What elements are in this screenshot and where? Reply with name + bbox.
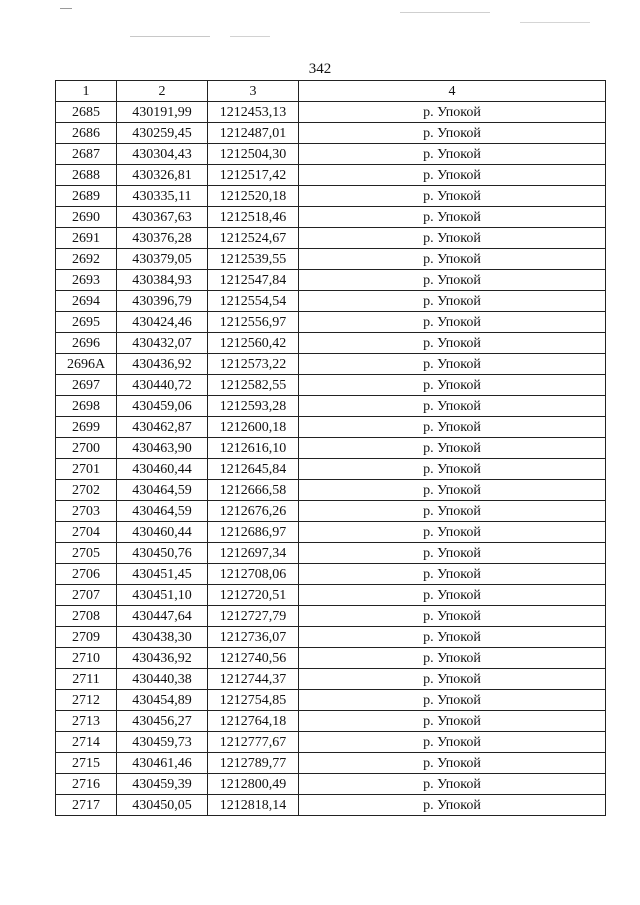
table-row xyxy=(56,543,606,564)
description-cell: р. Упокой xyxy=(299,522,606,543)
y-coordinate-cell: 1212727,79 xyxy=(208,606,299,627)
table-row xyxy=(56,564,606,585)
header-cell-4: 4 xyxy=(299,81,606,102)
table-row xyxy=(56,333,606,354)
point-number-cell: 2702 xyxy=(56,480,117,501)
page-number: 342 xyxy=(308,61,332,77)
point-number-cell: 2712 xyxy=(56,690,117,711)
point-number-cell: 2713 xyxy=(56,711,117,732)
y-coordinate-cell: 1212453,13 xyxy=(208,102,299,123)
point-number-cell: 2695 xyxy=(56,312,117,333)
description-cell: р. Упокой xyxy=(299,627,606,648)
description-cell: р. Упокой xyxy=(299,690,606,711)
y-coordinate-cell: 1212740,56 xyxy=(208,648,299,669)
scan-artifact xyxy=(130,36,210,37)
y-coordinate-cell: 1212539,55 xyxy=(208,249,299,270)
point-number-cell: 2696 xyxy=(56,333,117,354)
y-coordinate-cell: 1212686,97 xyxy=(208,522,299,543)
y-coordinate-cell: 1212720,51 xyxy=(208,585,299,606)
point-number-cell: 2709 xyxy=(56,627,117,648)
description-cell: р. Упокой xyxy=(299,795,606,816)
point-number-cell: 2694 xyxy=(56,291,117,312)
y-coordinate-cell: 1212789,77 xyxy=(208,753,299,774)
point-number-cell: 2699 xyxy=(56,417,117,438)
y-coordinate-cell: 1212504,30 xyxy=(208,144,299,165)
x-coordinate-cell: 430367,63 xyxy=(117,207,208,228)
description-cell: р. Упокой xyxy=(299,585,606,606)
x-coordinate-cell: 430304,43 xyxy=(117,144,208,165)
y-coordinate-cell: 1212556,97 xyxy=(208,312,299,333)
description-cell: р. Упокой xyxy=(299,123,606,144)
y-coordinate-cell: 1212518,46 xyxy=(208,207,299,228)
table-row xyxy=(56,144,606,165)
point-number-cell: 2700 xyxy=(56,438,117,459)
point-number-cell: 2697 xyxy=(56,375,117,396)
description-cell: р. Упокой xyxy=(299,291,606,312)
y-coordinate-cell: 1212645,84 xyxy=(208,459,299,480)
point-number-cell: 2692 xyxy=(56,249,117,270)
description-cell: р. Упокой xyxy=(299,249,606,270)
description-cell: р. Упокой xyxy=(299,228,606,249)
point-number-cell: 2705 xyxy=(56,543,117,564)
x-coordinate-cell: 430460,44 xyxy=(117,459,208,480)
scan-artifact xyxy=(230,36,270,37)
description-cell: р. Упокой xyxy=(299,732,606,753)
x-coordinate-cell: 430438,30 xyxy=(117,627,208,648)
description-cell: р. Упокой xyxy=(299,564,606,585)
description-cell: р. Упокой xyxy=(299,606,606,627)
x-coordinate-cell: 430450,76 xyxy=(117,543,208,564)
point-number-cell: 2687 xyxy=(56,144,117,165)
y-coordinate-cell: 1212676,26 xyxy=(208,501,299,522)
point-number-cell: 2715 xyxy=(56,753,117,774)
point-number-cell: 2704 xyxy=(56,522,117,543)
table-row xyxy=(56,711,606,732)
x-coordinate-cell: 430384,93 xyxy=(117,270,208,291)
x-coordinate-cell: 430436,92 xyxy=(117,354,208,375)
x-coordinate-cell: 430451,10 xyxy=(117,585,208,606)
description-cell: р. Упокой xyxy=(299,459,606,480)
description-cell: р. Упокой xyxy=(299,438,606,459)
y-coordinate-cell: 1212708,06 xyxy=(208,564,299,585)
x-coordinate-cell: 430459,73 xyxy=(117,732,208,753)
y-coordinate-cell: 1212517,42 xyxy=(208,165,299,186)
table-row xyxy=(56,669,606,690)
table-row xyxy=(56,165,606,186)
description-cell: р. Упокой xyxy=(299,501,606,522)
point-number-cell: 2706 xyxy=(56,564,117,585)
table-row xyxy=(56,186,606,207)
x-coordinate-cell: 430440,72 xyxy=(117,375,208,396)
x-coordinate-cell: 430460,44 xyxy=(117,522,208,543)
x-coordinate-cell: 430459,39 xyxy=(117,774,208,795)
table-row xyxy=(56,480,606,501)
x-coordinate-cell: 430464,59 xyxy=(117,501,208,522)
y-coordinate-cell: 1212487,01 xyxy=(208,123,299,144)
header-cell-3: 3 xyxy=(208,81,299,102)
x-coordinate-cell: 430326,81 xyxy=(117,165,208,186)
y-coordinate-cell: 1212616,10 xyxy=(208,438,299,459)
point-number-cell: 2707 xyxy=(56,585,117,606)
table-row xyxy=(56,606,606,627)
description-cell: р. Упокой xyxy=(299,375,606,396)
y-coordinate-cell: 1212524,67 xyxy=(208,228,299,249)
header-cell-2: 2 xyxy=(117,81,208,102)
y-coordinate-cell: 1212697,34 xyxy=(208,543,299,564)
table-header-row xyxy=(56,81,606,102)
y-coordinate-cell: 1212573,22 xyxy=(208,354,299,375)
table-row xyxy=(56,396,606,417)
table-row xyxy=(56,648,606,669)
y-coordinate-cell: 1212800,49 xyxy=(208,774,299,795)
table-row xyxy=(56,354,606,375)
table-row xyxy=(56,417,606,438)
x-coordinate-cell: 430335,11 xyxy=(117,186,208,207)
description-cell: р. Упокой xyxy=(299,270,606,291)
y-coordinate-cell: 1212754,85 xyxy=(208,690,299,711)
point-number-cell: 2714 xyxy=(56,732,117,753)
x-coordinate-cell: 430461,46 xyxy=(117,753,208,774)
scan-artifact xyxy=(520,22,590,23)
x-coordinate-cell: 430432,07 xyxy=(117,333,208,354)
x-coordinate-cell: 430379,05 xyxy=(117,249,208,270)
y-coordinate-cell: 1212777,67 xyxy=(208,732,299,753)
table-row xyxy=(56,459,606,480)
x-coordinate-cell: 430462,87 xyxy=(117,417,208,438)
point-number-cell: 2710 xyxy=(56,648,117,669)
table-row xyxy=(56,102,606,123)
table-row xyxy=(56,501,606,522)
description-cell: р. Упокой xyxy=(299,774,606,795)
table-row xyxy=(56,312,606,333)
table-row xyxy=(56,732,606,753)
point-number-cell: 2703 xyxy=(56,501,117,522)
table-row xyxy=(56,627,606,648)
point-number-cell: 2690 xyxy=(56,207,117,228)
table-row xyxy=(56,585,606,606)
point-number-cell: 2689 xyxy=(56,186,117,207)
table-row xyxy=(56,438,606,459)
point-number-cell: 2688 xyxy=(56,165,117,186)
y-coordinate-cell: 1212547,84 xyxy=(208,270,299,291)
table-row xyxy=(56,753,606,774)
point-number-cell: 2701 xyxy=(56,459,117,480)
x-coordinate-cell: 430447,64 xyxy=(117,606,208,627)
y-coordinate-cell: 1212744,37 xyxy=(208,669,299,690)
header-cell-1: 1 xyxy=(56,81,117,102)
table-row xyxy=(56,270,606,291)
description-cell: р. Упокой xyxy=(299,669,606,690)
x-coordinate-cell: 430463,90 xyxy=(117,438,208,459)
table-row xyxy=(56,795,606,816)
x-coordinate-cell: 430464,59 xyxy=(117,480,208,501)
table-row xyxy=(56,228,606,249)
table-row xyxy=(56,522,606,543)
description-cell: р. Упокой xyxy=(299,207,606,228)
description-cell: р. Упокой xyxy=(299,333,606,354)
description-cell: р. Упокой xyxy=(299,102,606,123)
x-coordinate-cell: 430451,45 xyxy=(117,564,208,585)
point-number-cell: 2708 xyxy=(56,606,117,627)
table-row xyxy=(56,774,606,795)
scan-artifact xyxy=(60,8,72,9)
x-coordinate-cell: 430454,89 xyxy=(117,690,208,711)
scan-artifact xyxy=(400,12,490,13)
description-cell: р. Упокой xyxy=(299,312,606,333)
table-row xyxy=(56,291,606,312)
x-coordinate-cell: 430440,38 xyxy=(117,669,208,690)
y-coordinate-cell: 1212764,18 xyxy=(208,711,299,732)
point-number-cell: 2685 xyxy=(56,102,117,123)
point-number-cell: 2698 xyxy=(56,396,117,417)
x-coordinate-cell: 430396,79 xyxy=(117,291,208,312)
description-cell: р. Упокой xyxy=(299,165,606,186)
description-cell: р. Упокой xyxy=(299,417,606,438)
y-coordinate-cell: 1212593,28 xyxy=(208,396,299,417)
y-coordinate-cell: 1212554,54 xyxy=(208,291,299,312)
description-cell: р. Упокой xyxy=(299,354,606,375)
x-coordinate-cell: 430436,92 xyxy=(117,648,208,669)
description-cell: р. Упокой xyxy=(299,648,606,669)
x-coordinate-cell: 430450,05 xyxy=(117,795,208,816)
description-cell: р. Упокой xyxy=(299,711,606,732)
y-coordinate-cell: 1212736,07 xyxy=(208,627,299,648)
description-cell: р. Упокой xyxy=(299,753,606,774)
description-cell: р. Упокой xyxy=(299,543,606,564)
x-coordinate-cell: 430376,28 xyxy=(117,228,208,249)
description-cell: р. Упокой xyxy=(299,186,606,207)
table-row xyxy=(56,690,606,711)
point-number-cell: 2716 xyxy=(56,774,117,795)
point-number-cell: 2696А xyxy=(56,354,117,375)
coordinates-table xyxy=(55,80,606,816)
description-cell: р. Упокой xyxy=(299,396,606,417)
x-coordinate-cell: 430259,45 xyxy=(117,123,208,144)
table-row xyxy=(56,249,606,270)
description-cell: р. Упокой xyxy=(299,480,606,501)
y-coordinate-cell: 1212560,42 xyxy=(208,333,299,354)
y-coordinate-cell: 1212520,18 xyxy=(208,186,299,207)
y-coordinate-cell: 1212600,18 xyxy=(208,417,299,438)
y-coordinate-cell: 1212666,58 xyxy=(208,480,299,501)
y-coordinate-cell: 1212582,55 xyxy=(208,375,299,396)
table-row xyxy=(56,123,606,144)
point-number-cell: 2686 xyxy=(56,123,117,144)
table-row xyxy=(56,207,606,228)
x-coordinate-cell: 430191,99 xyxy=(117,102,208,123)
x-coordinate-cell: 430456,27 xyxy=(117,711,208,732)
description-cell: р. Упокой xyxy=(299,144,606,165)
point-number-cell: 2717 xyxy=(56,795,117,816)
table-body xyxy=(56,102,606,816)
point-number-cell: 2693 xyxy=(56,270,117,291)
y-coordinate-cell: 1212818,14 xyxy=(208,795,299,816)
point-number-cell: 2711 xyxy=(56,669,117,690)
x-coordinate-cell: 430459,06 xyxy=(117,396,208,417)
point-number-cell: 2691 xyxy=(56,228,117,249)
x-coordinate-cell: 430424,46 xyxy=(117,312,208,333)
table-row xyxy=(56,375,606,396)
